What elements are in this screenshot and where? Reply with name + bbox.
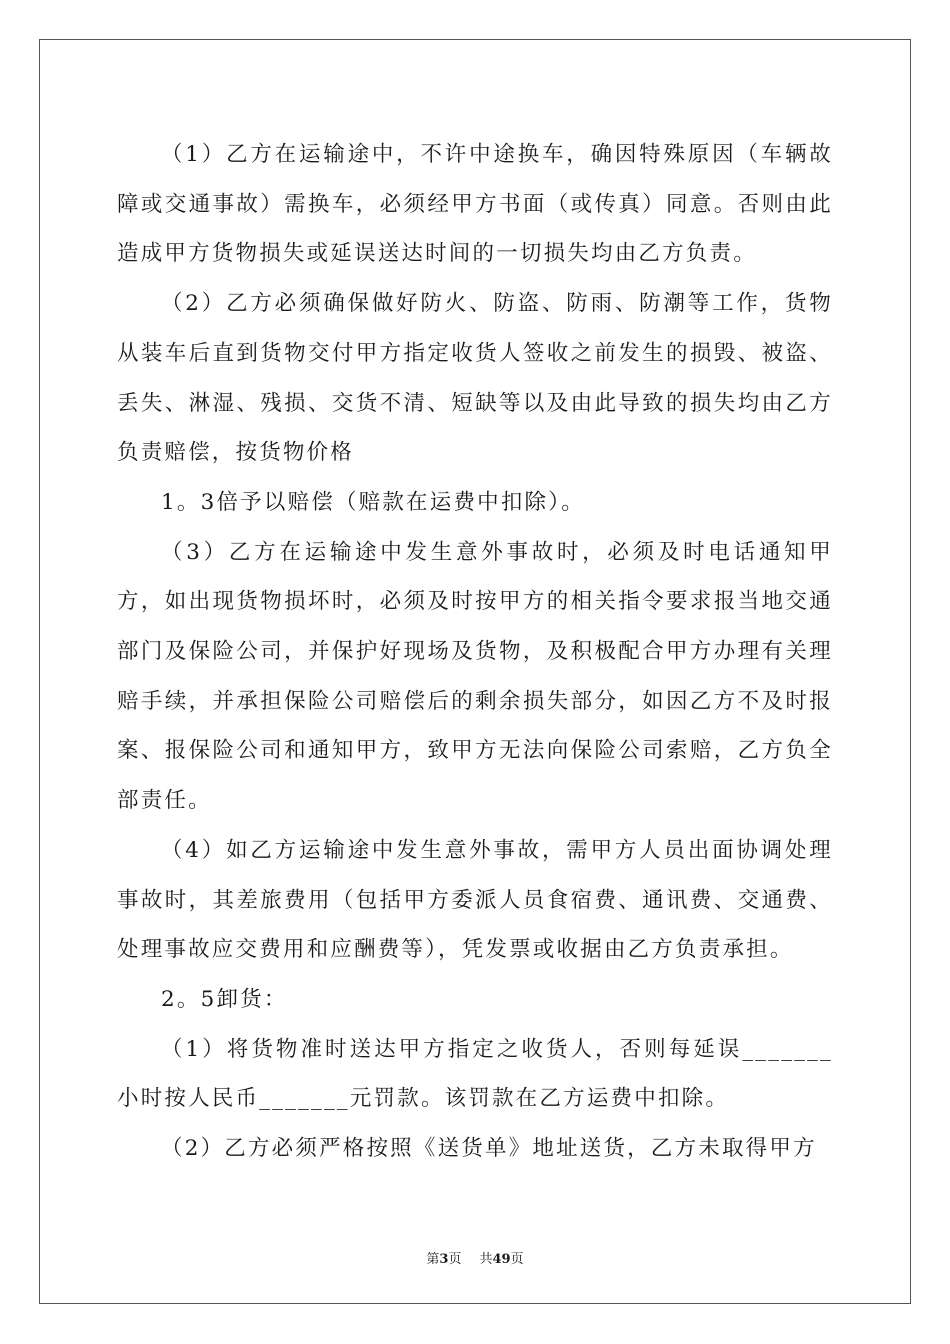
page-suffix: 页 (448, 1252, 462, 1267)
paragraph-clause-3: （3）乙方在运输途中发生意外事故时，必须及时电话通知甲方，如出现货物损坏时，必须及时按甲方的相关指令要求报当地交通部门及保险公司，并保护好现场及货物，及积极配合甲方办理有关理赔手续，并承担保险公司赔偿后的剩余损失部分，如因乙方不及时报案、报保险公司和通知甲方，致甲方无法向保险公司索赔，乙方负全部责任。 (117, 539, 833, 814)
current-page-number: 3 (439, 1252, 449, 1267)
paragraph-clause-2: （2）乙方必须确保做好防火、防盗、防雨、防潮等工作，货物从装车后直到货物交付甲方指定收货人签收之前发生的损毁、被盗、丢失、淋湿、残损、交货不清、短缺等以及由此导致的损失均由乙方负责赔偿，按货物价格 (117, 291, 833, 466)
page-prefix: 第 (426, 1252, 440, 1267)
paragraph-clause-1: （1）乙方在运输途中，不许中途换车，确因特殊原因（车辆故障或交通事故）需换车，必须经甲方书面（或传真）同意。否则由此造成甲方货物损失或延误送达时间的一切损失均由乙方负责。 (117, 142, 833, 267)
total-suffix: 页 (510, 1252, 524, 1267)
paragraph-unloading-1: （1）将货物准时送达甲方指定之收货人，否则每延误_______小时按人民币_______元罚款。该罚款在乙方运费中扣除。 (117, 1036, 833, 1112)
total-page-count: 49 (492, 1252, 511, 1267)
document-body (117, 130, 833, 1174)
paragraph-unloading-2: （2）乙方必须严格按照《送货单》地址送货，乙方未取得甲方 (161, 1136, 817, 1162)
total-prefix: 共 (479, 1252, 493, 1267)
page-footer (0, 1248, 950, 1267)
paragraph-clause-4: （4）如乙方运输途中发生意外事故，需甲方人员出面协调处理事故时，其差旅费用（包括甲方委派人员食宿费、通讯费、交通费、处理事故应交费用和应酬费等），凭发票或收据由乙方负责承担。 (117, 837, 833, 963)
section-heading-unloading: 2。5卸货： (161, 986, 288, 1012)
paragraph-compensation-rate: 1。3倍予以赔偿（赔款在运费中扣除）。 (161, 489, 585, 515)
